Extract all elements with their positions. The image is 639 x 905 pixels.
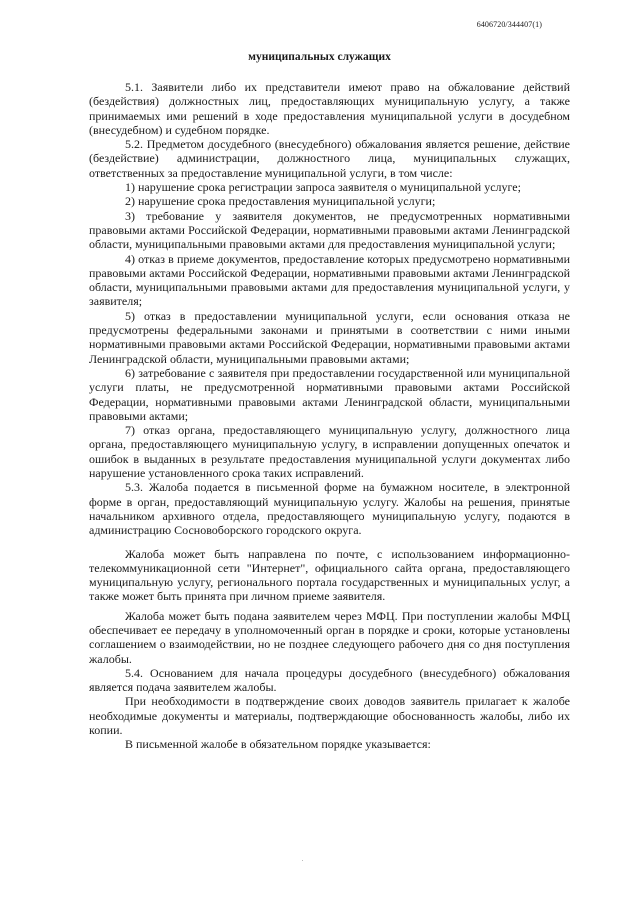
paragraph-written-complaint: В письменной жалобе в обязательном порядке указывается:: [125, 737, 431, 752]
list-item-7: 7) отказ органа, предоставляющего муниципальную услугу, должностного лица органа, предоставляющего муниципальную услугу, в исправлении допущенных опечаток и ошибок в выданных в результате предоставления муниципальной услуги документах либо нарушение установленного срока таких исправлений.: [89, 423, 570, 481]
paragraph-supporting-docs: При необходимости в подтверждение своих доводов заявитель прилагает к жалобе необходимые документы и материалы, подтверждающие обоснованность жалобы, либо их копии.: [89, 694, 570, 738]
document-body: [89, 80, 570, 752]
paragraph-5-1: 5.1. Заявители либо их представители имеют право на обжалование действий (бездействия) должностных лиц, предоставляющих муниципальную услугу, а также принимаемых ими решений в ходе предоставления муниципальной услуги в досудебном (внесудебном) и судебном порядке.: [89, 80, 570, 137]
document-id: 6406720/344407(1): [476, 20, 542, 29]
list-item-5: 5) отказ в предоставлении муниципальной услуги, если основания отказа не предусмотрены федеральными законами и принятыми в соответствии с ними иными нормативными правовыми актами Российской Федерации, нормативными правовыми актами Ленинградской области, муниципальными правовыми актами;: [89, 308, 570, 366]
list-item-1: 1) нарушение срока регистрации запроса заявителя о муниципальной услуге;: [125, 180, 521, 195]
list-item-3: 3) требование у заявителя документов, не предусмотренных нормативными правовыми актами Российской Федерации, нормативными правовыми актами Ленинградской области, муниципальными правовыми актами для предоставления муниципальной услуги;: [89, 208, 570, 252]
section-heading: муниципальных служащих: [248, 51, 391, 63]
list-item-2: 2) нарушение срока предоставления муниципальной услуги;: [125, 194, 436, 209]
list-item-6: 6) затребование с заявителя при предоставлении государственной или муниципальной услуги платы, не предусмотренной нормативными правовыми актами Российской Федерации, нормативными правовыми актами Ленинградской области, муниципальными правовыми актами;: [89, 365, 570, 423]
paragraph-5-2: 5.2. Предметом досудебного (внесудебного) обжалования является решение, действие (бездействие) администрации, должностного лица, муниципальных служащих, ответственных за предоставление муниципальной услуги, в том числе:: [89, 137, 570, 180]
paragraph-5-4: 5.4. Основанием для начала процедуры досудебного (внесудебного) обжалования является подача заявителем жалобы.: [89, 665, 570, 695]
list-item-4: 4) отказ в приеме документов, предоставление которых предусмотрено нормативными правовыми актами Российской Федерации, нормативными правовыми актами Ленинградской области, муниципальными правовыми актами для предоставления муниципальной услуги, у заявителя;: [89, 251, 570, 309]
paragraph-mfc: Жалоба может быть подана заявителем через МФЦ. При поступлении жалобы МФЦ обеспечивает ее передачу в уполномоченный орган в порядке и сроки, которые установлены соглашением о взаимодействии, но не позднее следующего рабочего дня со дня поступления жалобы.: [89, 608, 570, 666]
paragraph-5-3: 5.3. Жалоба подается в письменной форме на бумажном носителе, в электронной форме в орган, предоставляющий муниципальную услугу. Жалобы на решения, принятые начальником архивного отдела, предоставляющего муниципальную услугу, подаются в администрацию Сосновоборского городского округа.: [89, 480, 570, 538]
scan-speck: [302, 860, 303, 861]
paragraph-complaint-channels: Жалоба может быть направлена по почте, с использованием информационно-телекоммуникационной сети "Интернет", официального сайта органа, предоставляющего муниципальную услугу, регионального портала государственных и муниципальных услуг, а также может быть принята при личном приеме заявителя.: [89, 546, 570, 604]
